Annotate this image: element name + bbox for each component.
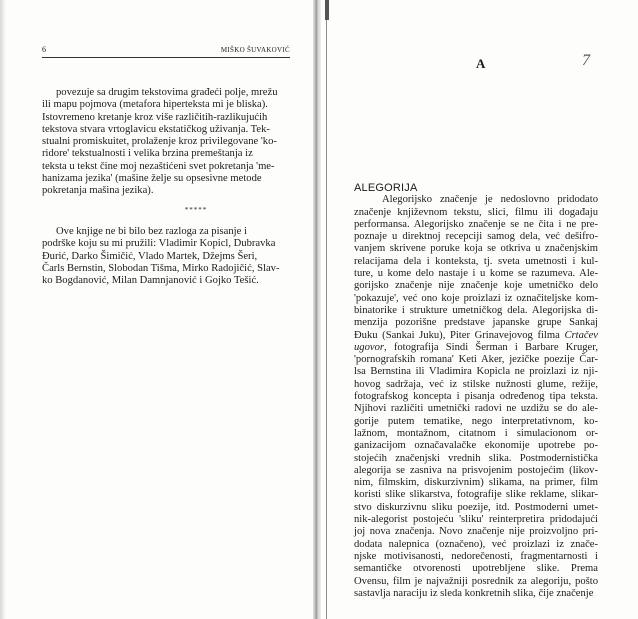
text-line: binatorike i strukture umetničkog dela. Alegorijska di- xyxy=(354,304,598,316)
text-line: ili mapu pojmova (metafora hiperteksta mi je bliska). xyxy=(42,99,268,111)
paragraph-2 xyxy=(42,226,290,287)
text-line: nim, filmskim, diskurzivnim) slikama, na primer, film xyxy=(354,477,598,489)
entry-title: ALEGORIJA xyxy=(354,182,418,194)
entry-text xyxy=(354,194,598,600)
text-line: dodata nalepnica (označeno), već proizlazi iz znače- xyxy=(354,538,598,550)
text-line: pokretanja mašina jezika). xyxy=(42,185,154,197)
text-line: ridore' tekstualnosti i velika brzina premeštanja iz xyxy=(42,148,253,160)
text-line: hovog sadržaja, već iz stilske nužnosti glume, režije, xyxy=(354,378,598,390)
text-line: ko Bogdanović, Milan Damnjanović i Gojko Tešić. xyxy=(42,275,259,287)
text-line: lsa Bernstina ili Vladimira Kopicla ne proizlazi iz nji- xyxy=(354,366,598,378)
text-line: stvo diskurzivnu sliku poezije, itd. Postmoderni umet- xyxy=(354,501,598,513)
header-author: MIŠKO ŠUVAKOVIĆ xyxy=(220,46,290,54)
text-line: relacijama dela i konteksta, tj. sveta umetnosti i kul- xyxy=(354,255,598,267)
text-line: 'pokazuje', već ono koje proizlazi iz označiteljske kom- xyxy=(354,292,598,304)
text-line: Njihovi različiti umetnički radovi ne uzdižu se do ale- xyxy=(354,403,598,415)
text-line: gorije putem tematike, nego interpretativnom, ko- xyxy=(354,415,598,427)
text-line: Alegorijsko značenje je nedoslovno pridodato xyxy=(382,194,598,206)
text-line: hanizama jezika' (mašine želje su opsesivne metode xyxy=(42,173,262,185)
book-gutter xyxy=(313,0,321,619)
text-line: Ovensu, film je najvažniji posrednik za alegoriju, pošto xyxy=(354,575,598,587)
dictionary-entry xyxy=(354,182,598,600)
text-line: ganizacijom označavalačke ekonomije upotrebe po- xyxy=(354,440,598,452)
text-line: teksta u tekst čine moj nezaštićeni svet pokretanja 'me- xyxy=(42,160,275,172)
text-line: Ove knjige ne bi bilo bez razloga za pisanje i xyxy=(56,225,247,237)
text-line: ugovor, fotografija Sindi Šerman i Barbare Kruger, xyxy=(354,341,598,353)
running-head xyxy=(42,45,290,58)
page-number: 6 xyxy=(42,45,46,54)
text-line: lažnom, montažnom, citatnom i simulacionom or- xyxy=(354,427,598,439)
text-line: Đuku (Sankai Juku), Piter Grinavejovog filma Crtačev xyxy=(354,329,598,341)
text-line: njske motivisanosti, nedorečenosti, fragmentarnosti i xyxy=(354,550,598,562)
paragraph-1 xyxy=(42,87,290,198)
text-line: Istovremeno kretanje kroz više različitih-razlikujućih xyxy=(42,111,268,123)
section-separator: ***** xyxy=(184,205,208,214)
text-line: sastavlja naraciju iz sleda konkretnih slika, čije značenje xyxy=(354,587,594,599)
section-letter: A xyxy=(476,56,486,71)
text-line: 'pornografskih romana' Keti Aker, jezičke poezije Čar- xyxy=(354,354,598,366)
text-line: koristi slike slikarstva, fotografije slike reklame, slikar- xyxy=(354,489,598,501)
text-line: performansa. Alegorijsko značenje se ne čita i ne pre- xyxy=(354,218,598,230)
left-page xyxy=(0,0,313,619)
text-line: stualni promiskuitet, prolaženje kroz privilegovane 'ko- xyxy=(42,136,277,148)
text-line: povezuje sa drugim tekstovima građeći polje, mrežu xyxy=(56,87,278,98)
text-line: alegorija se zasniva na prisvojenim postojećim (likov- xyxy=(354,464,598,476)
text-line: nik-alegorist postojeću 'sliku' reinterpretira pridodajući xyxy=(354,514,598,526)
text-line: podrške koju su mi pružili: Vladimir Kopicl, Dubravka xyxy=(42,238,276,250)
text-line: vanjem skrivene poruke koja se otkriva u značenjskim xyxy=(354,243,598,255)
text-line: semantičke otvorenosti upotrebljene slike. Prema xyxy=(354,563,598,575)
text-line: Čarls Bernstin, Slobodan Tišma, Mirko Radojičić, Slav- xyxy=(42,262,280,274)
text-line: značenje književnom tekstu, slici, filmu ili događaju xyxy=(354,206,598,218)
text-line: ture, u kome delo nastaje i u kome se razumeva. Ale- xyxy=(354,268,598,280)
text-line: fotografskog koncepta i pisanja određenog tipa teksta. xyxy=(354,391,598,403)
text-line: menzija pozorišne predstave japanske grupe Sankaj xyxy=(354,317,598,329)
text-line: stojećih značenjski vrednih slika. Postmodernistička xyxy=(354,452,598,464)
text-line: joj nova značenja. Novo značenje nije proizvoljno pri- xyxy=(354,526,598,538)
text-line: Đurić, Darko Šimičić, Vlado Martek, Džejms Šeri, xyxy=(42,250,258,262)
text-line: poznaje u direktnoj recepciji samog dela, već dešifro- xyxy=(354,231,598,243)
handwritten-page-mark: 7 xyxy=(582,52,590,69)
left-text-block xyxy=(42,87,290,287)
text-line: tekstova stvara vrtoglavicu ekstatičkog uživanja. Tek- xyxy=(42,123,270,135)
text-line: gorijsko značenje nije značenje koje umetničko delo xyxy=(354,280,598,292)
